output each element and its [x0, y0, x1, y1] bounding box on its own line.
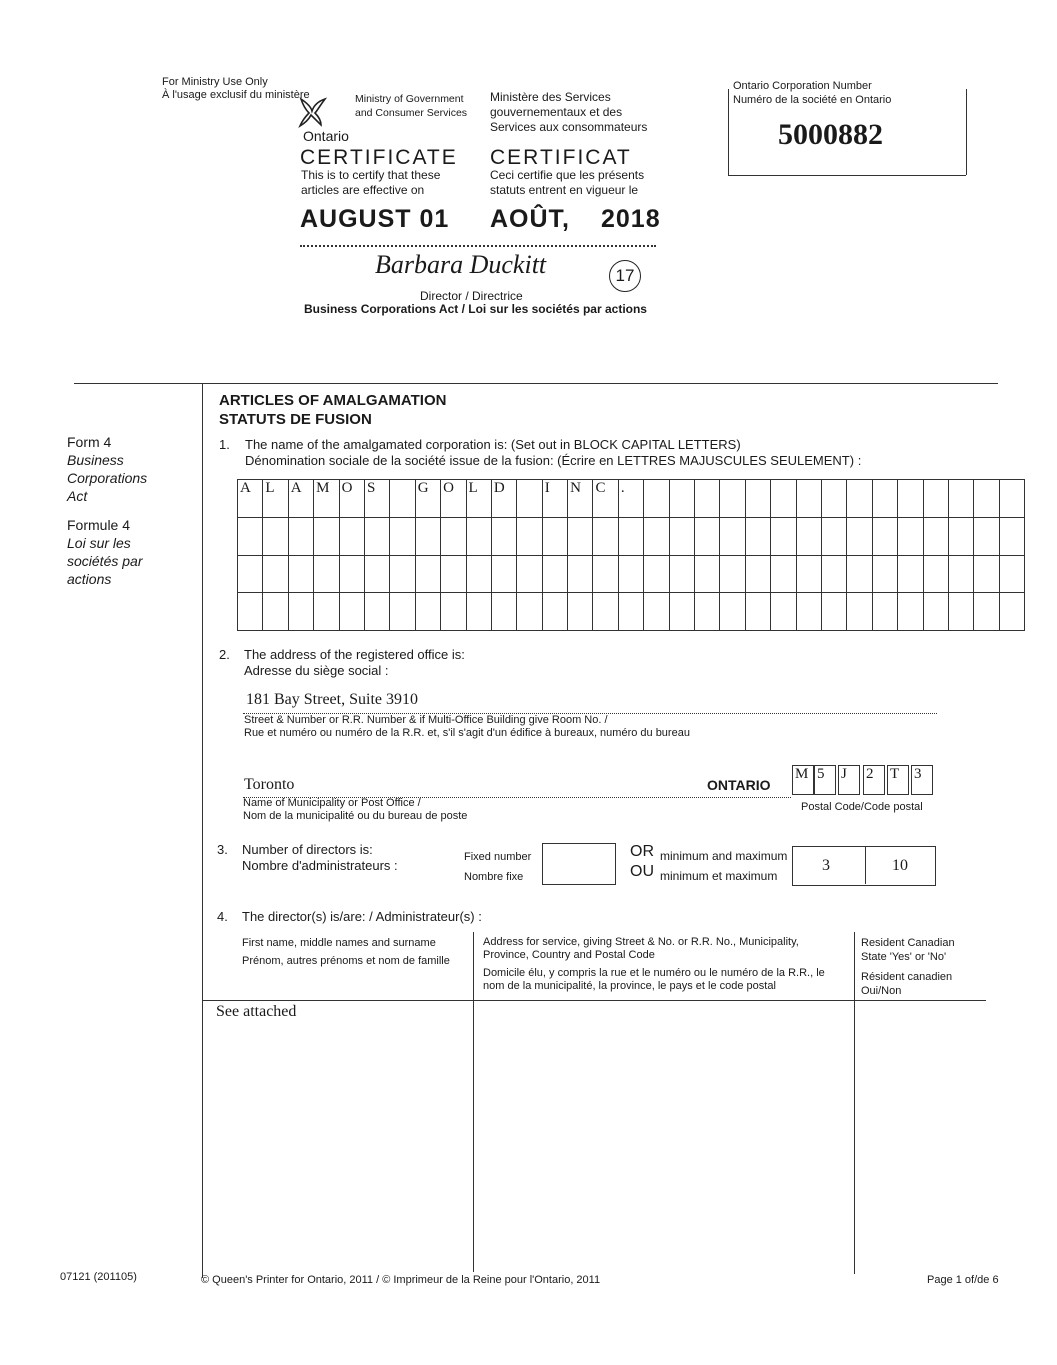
name-grid-cell[interactable]	[618, 517, 643, 555]
ministry-use-label: For Ministry Use Only À l'usage exclusif du ministère	[162, 76, 310, 101]
name-grid-cell[interactable]	[618, 555, 643, 593]
directors-entry[interactable]: See attached	[216, 1003, 297, 1020]
certificate-text-en: This is to certify that these articles are effective on	[301, 168, 441, 197]
form-left-rule	[202, 383, 203, 1278]
name-grid-cell[interactable]	[415, 555, 440, 593]
name-grid-cell[interactable]	[745, 517, 770, 555]
name-grid-cell[interactable]: L	[263, 480, 288, 518]
directors-col-resident-header: Resident Canadian State 'Yes' or 'No' Résident canadien Oui/Non	[861, 937, 955, 997]
copyright: © Queen's Printer for Ontario, 2011 / © Imprimeur de la Reine pour l'Ontario, 2011	[201, 1274, 601, 1286]
name-grid-cell[interactable]	[999, 593, 1024, 631]
name-grid-cell[interactable]	[517, 593, 542, 631]
name-grid-cell[interactable]: O	[441, 480, 466, 518]
name-grid-cell[interactable]	[644, 480, 669, 518]
name-grid-cell[interactable]	[771, 517, 796, 555]
name-grid-cell[interactable]	[644, 593, 669, 631]
name-grid-cell[interactable]: O	[339, 480, 364, 518]
name-grid-cell[interactable]	[999, 555, 1024, 593]
name-grid-cell[interactable]	[390, 555, 415, 593]
name-grid-cell[interactable]	[745, 593, 770, 631]
form-code: 07121 (201105)	[60, 1271, 137, 1283]
postal-code-cell[interactable]: J	[838, 765, 860, 795]
fixed-number-input[interactable]	[542, 843, 616, 885]
q1-number: 1.	[219, 437, 230, 452]
name-grid-cell[interactable]	[517, 480, 542, 518]
name-grid-cell[interactable]	[872, 517, 897, 555]
name-grid-cell[interactable]	[669, 480, 694, 518]
name-grid-cell[interactable]	[288, 517, 313, 555]
name-grid-cell[interactable]	[263, 555, 288, 593]
name-grid-cell[interactable]	[720, 593, 745, 631]
maximum-directors[interactable]: 10	[892, 857, 908, 874]
name-grid-cell[interactable]	[542, 593, 567, 631]
ontario-trillium-logo	[297, 95, 327, 129]
city-caption: Name of Municipality or Post Office / Nom de la municipalité ou du bureau de poste	[243, 797, 468, 822]
street-caption: Street & Number or R.R. Number & if Multi-Office Building give Room No. / Rue et numéro ou numéro de la R.R. et, s'il s'agit d'un édifice à bureaux, numéro du bureau	[244, 714, 690, 739]
name-grid-cell[interactable]	[771, 593, 796, 631]
directors-table-divider-1	[473, 932, 474, 1272]
name-grid-cell[interactable]	[263, 593, 288, 631]
name-grid-cell[interactable]	[517, 517, 542, 555]
q3-number: 3.	[217, 842, 228, 857]
director-title: Director / Directrice	[420, 289, 523, 303]
name-grid-cell[interactable]	[669, 555, 694, 593]
name-grid-cell[interactable]	[288, 593, 313, 631]
name-grid-cell[interactable]	[974, 480, 999, 518]
name-grid-cell[interactable]	[339, 517, 364, 555]
ministry-name-fr: Ministère des Services gouvernementaux et des Services aux consommateurs	[490, 90, 648, 134]
directors-table-divider-2	[854, 932, 855, 1274]
name-grid-cell[interactable]	[999, 517, 1024, 555]
name-grid-cell[interactable]	[314, 593, 339, 631]
name-grid-cell[interactable]	[872, 593, 897, 631]
q4-number: 4.	[217, 909, 228, 924]
name-grid-cell[interactable]: S	[364, 480, 389, 518]
or-label: OR OU	[630, 843, 654, 880]
name-grid-cell[interactable]	[695, 555, 720, 593]
postal-code-cell[interactable]: T	[887, 765, 909, 795]
form-side-label: Form 4 Business Corporations Act Formule 4 Loi sur les sociétés par actions	[67, 434, 148, 587]
name-grid-cell[interactable]	[339, 555, 364, 593]
q4-question: The director(s) is/are: / Administrateur(s) :	[242, 909, 482, 924]
postal-code-cell[interactable]: M	[792, 765, 814, 795]
name-grid-cell[interactable]	[415, 593, 440, 631]
name-grid-cell[interactable]	[948, 555, 973, 593]
name-grid-cell[interactable]	[796, 517, 821, 555]
effective-date-fr: AOÛT,	[490, 205, 570, 233]
registered-office-province: ONTARIO	[707, 777, 771, 793]
minimum-directors[interactable]: 3	[822, 857, 830, 874]
name-grid-cell[interactable]	[821, 517, 846, 555]
corp-number-label: Ontario Corporation Number Numéro de la société en Ontario	[733, 80, 892, 106]
name-grid-cell[interactable]	[923, 555, 948, 593]
name-grid-cell[interactable]	[466, 517, 491, 555]
name-grid-cell[interactable]	[821, 480, 846, 518]
directors-col-name-header: First name, middle names and surname Prénom, autres prénoms et nom de famille	[242, 937, 450, 967]
name-grid-cell[interactable]	[466, 593, 491, 631]
name-grid-cell[interactable]	[948, 517, 973, 555]
corp-number-value: 5000882	[778, 118, 883, 151]
name-grid-cell[interactable]	[923, 517, 948, 555]
name-grid-cell[interactable]	[898, 593, 923, 631]
name-grid-cell[interactable]: .	[618, 480, 643, 518]
registered-office-street[interactable]: 181 Bay Street, Suite 3910	[246, 691, 418, 708]
name-grid-cell[interactable]	[847, 517, 872, 555]
certificate-text-fr: Ceci certifie que les présents statuts entrent en vigueur le	[490, 168, 645, 197]
corporation-name-grid[interactable]	[237, 479, 1025, 631]
name-grid-cell[interactable]	[898, 517, 923, 555]
q2-question: The address of the registered office is: Adresse du siège social :	[244, 647, 465, 678]
name-grid-cell[interactable]	[517, 555, 542, 593]
q1-question: The name of the amalgamated corporation is: (Set out in BLOCK CAPITAL LETTERS) Dénomination sociale de la société issue de la fusion: (Écrire en LETTRES MAJUSCULES SEULEMENT) :	[245, 437, 862, 468]
registered-office-city[interactable]: Toronto	[244, 776, 295, 793]
act-reference: Business Corporations Act / Loi sur les sociétés par actions	[304, 302, 647, 316]
name-grid-cell[interactable]	[669, 593, 694, 631]
name-grid-cell[interactable]	[390, 517, 415, 555]
name-grid-cell[interactable]	[568, 593, 593, 631]
name-grid-cell[interactable]	[568, 517, 593, 555]
minmax-box	[792, 846, 936, 886]
name-grid-cell[interactable]: N	[568, 480, 593, 518]
name-grid-cell[interactable]	[568, 555, 593, 593]
name-grid-cell[interactable]	[821, 593, 846, 631]
name-grid-cell[interactable]	[542, 517, 567, 555]
certificate-title-en: CERTIFICATE	[300, 146, 458, 169]
name-grid-cell[interactable]	[491, 593, 516, 631]
name-grid-cell[interactable]	[669, 517, 694, 555]
name-grid-cell[interactable]	[441, 593, 466, 631]
name-grid-cell[interactable]	[847, 480, 872, 518]
postal-code-cell[interactable]: 2	[863, 765, 885, 795]
q2-number: 2.	[219, 647, 230, 662]
name-grid-cell[interactable]	[263, 517, 288, 555]
name-grid-cell[interactable]	[720, 480, 745, 518]
name-grid-cell[interactable]	[695, 593, 720, 631]
name-grid-cell[interactable]	[695, 480, 720, 518]
name-grid-cell[interactable]	[238, 593, 263, 631]
effective-date-en: AUGUST 01	[300, 205, 450, 233]
name-grid-cell[interactable]	[745, 555, 770, 593]
name-grid-cell[interactable]	[593, 593, 618, 631]
name-grid-cell[interactable]	[872, 480, 897, 518]
effective-year: 2018	[601, 205, 661, 233]
name-grid-cell[interactable]	[974, 593, 999, 631]
name-grid-cell[interactable]	[796, 480, 821, 518]
name-grid-cell[interactable]	[771, 555, 796, 593]
name-grid-cell[interactable]	[441, 555, 466, 593]
name-grid-cell[interactable]	[491, 517, 516, 555]
form-top-rule	[74, 383, 998, 384]
page-number: Page 1 of/de 6	[927, 1274, 999, 1286]
name-grid-cell[interactable]	[644, 517, 669, 555]
name-grid-cell[interactable]	[771, 480, 796, 518]
name-grid-cell[interactable]: D	[491, 480, 516, 518]
name-grid-cell[interactable]	[288, 555, 313, 593]
name-grid-cell[interactable]	[593, 555, 618, 593]
postal-code-cell[interactable]: 3	[911, 765, 933, 795]
name-grid-cell[interactable]: M	[314, 480, 339, 518]
name-grid-cell[interactable]	[441, 517, 466, 555]
name-grid-cell[interactable]	[796, 555, 821, 593]
certificate-title-fr: CERTIFICAT	[490, 146, 632, 169]
name-grid-cell[interactable]	[695, 517, 720, 555]
ontario-label: Ontario	[303, 128, 349, 144]
name-grid-cell[interactable]	[364, 517, 389, 555]
name-grid-cell[interactable]	[364, 593, 389, 631]
name-grid-cell[interactable]	[238, 555, 263, 593]
minmax-label: minimum and maximum minimum et maximum	[660, 849, 788, 883]
name-grid-cell[interactable]: C	[593, 480, 618, 518]
name-grid-cell[interactable]	[390, 593, 415, 631]
postal-code-caption: Postal Code/Code postal	[801, 801, 923, 813]
name-grid-cell[interactable]	[923, 593, 948, 631]
name-grid-cell[interactable]	[974, 517, 999, 555]
certificate-seal-number: 17	[609, 260, 641, 292]
name-grid-cell[interactable]	[491, 555, 516, 593]
name-grid-cell[interactable]	[923, 480, 948, 518]
name-grid-cell[interactable]	[847, 555, 872, 593]
name-grid-cell[interactable]	[720, 517, 745, 555]
name-grid-cell[interactable]	[542, 555, 567, 593]
directors-table-header-rule	[202, 1000, 986, 1001]
name-grid-cell[interactable]	[898, 480, 923, 518]
name-grid-cell[interactable]	[999, 480, 1024, 518]
name-grid-cell[interactable]	[644, 555, 669, 593]
name-grid-cell[interactable]	[974, 555, 999, 593]
name-grid-cell[interactable]	[872, 555, 897, 593]
directors-col-address-header: Address for service, giving Street & No. or R.R. No., Municipality, Province, Country and Postal Code Domicile élu, y compris la rue et le numéro ou le numéro de la R.R., le nom de la municipalité, la province, le pays et le code postal	[483, 936, 825, 992]
form-title: ARTICLES OF AMALGAMATION STATUTS DE FUSION	[219, 392, 447, 428]
signature-dotted-line	[300, 245, 656, 247]
name-grid-cell[interactable]: L	[466, 480, 491, 518]
name-grid-cell[interactable]: A	[288, 480, 313, 518]
name-grid-cell[interactable]	[948, 480, 973, 518]
name-grid-cell[interactable]	[314, 517, 339, 555]
name-grid-cell[interactable]	[948, 593, 973, 631]
q3-question: Number of directors is: Nombre d'administrateurs :	[242, 842, 398, 873]
name-grid-cell[interactable]	[821, 555, 846, 593]
name-grid-cell[interactable]	[847, 593, 872, 631]
name-grid-cell[interactable]	[314, 555, 339, 593]
name-grid-cell[interactable]	[364, 555, 389, 593]
fixed-number-label: Fixed number Nombre fixe	[464, 851, 532, 883]
director-signature: Barbara Duckitt	[375, 250, 547, 279]
name-grid-cell[interactable]	[415, 517, 440, 555]
name-grid-cell[interactable]	[339, 593, 364, 631]
name-grid-cell[interactable]	[898, 555, 923, 593]
name-grid-cell[interactable]	[238, 517, 263, 555]
name-grid-cell[interactable]	[390, 480, 415, 518]
name-grid-cell[interactable]	[466, 555, 491, 593]
name-grid-cell[interactable]	[745, 480, 770, 518]
postal-code-cell[interactable]: 5	[814, 765, 836, 795]
name-grid-cell[interactable]: I	[542, 480, 567, 518]
name-grid-cell[interactable]: G	[415, 480, 440, 518]
name-grid-cell[interactable]	[796, 593, 821, 631]
name-grid-cell[interactable]	[593, 517, 618, 555]
ministry-name-en: Ministry of Government and Consumer Services	[355, 93, 468, 119]
name-grid-cell[interactable]: A	[238, 480, 263, 518]
name-grid-cell[interactable]	[720, 555, 745, 593]
name-grid-cell[interactable]	[618, 593, 643, 631]
